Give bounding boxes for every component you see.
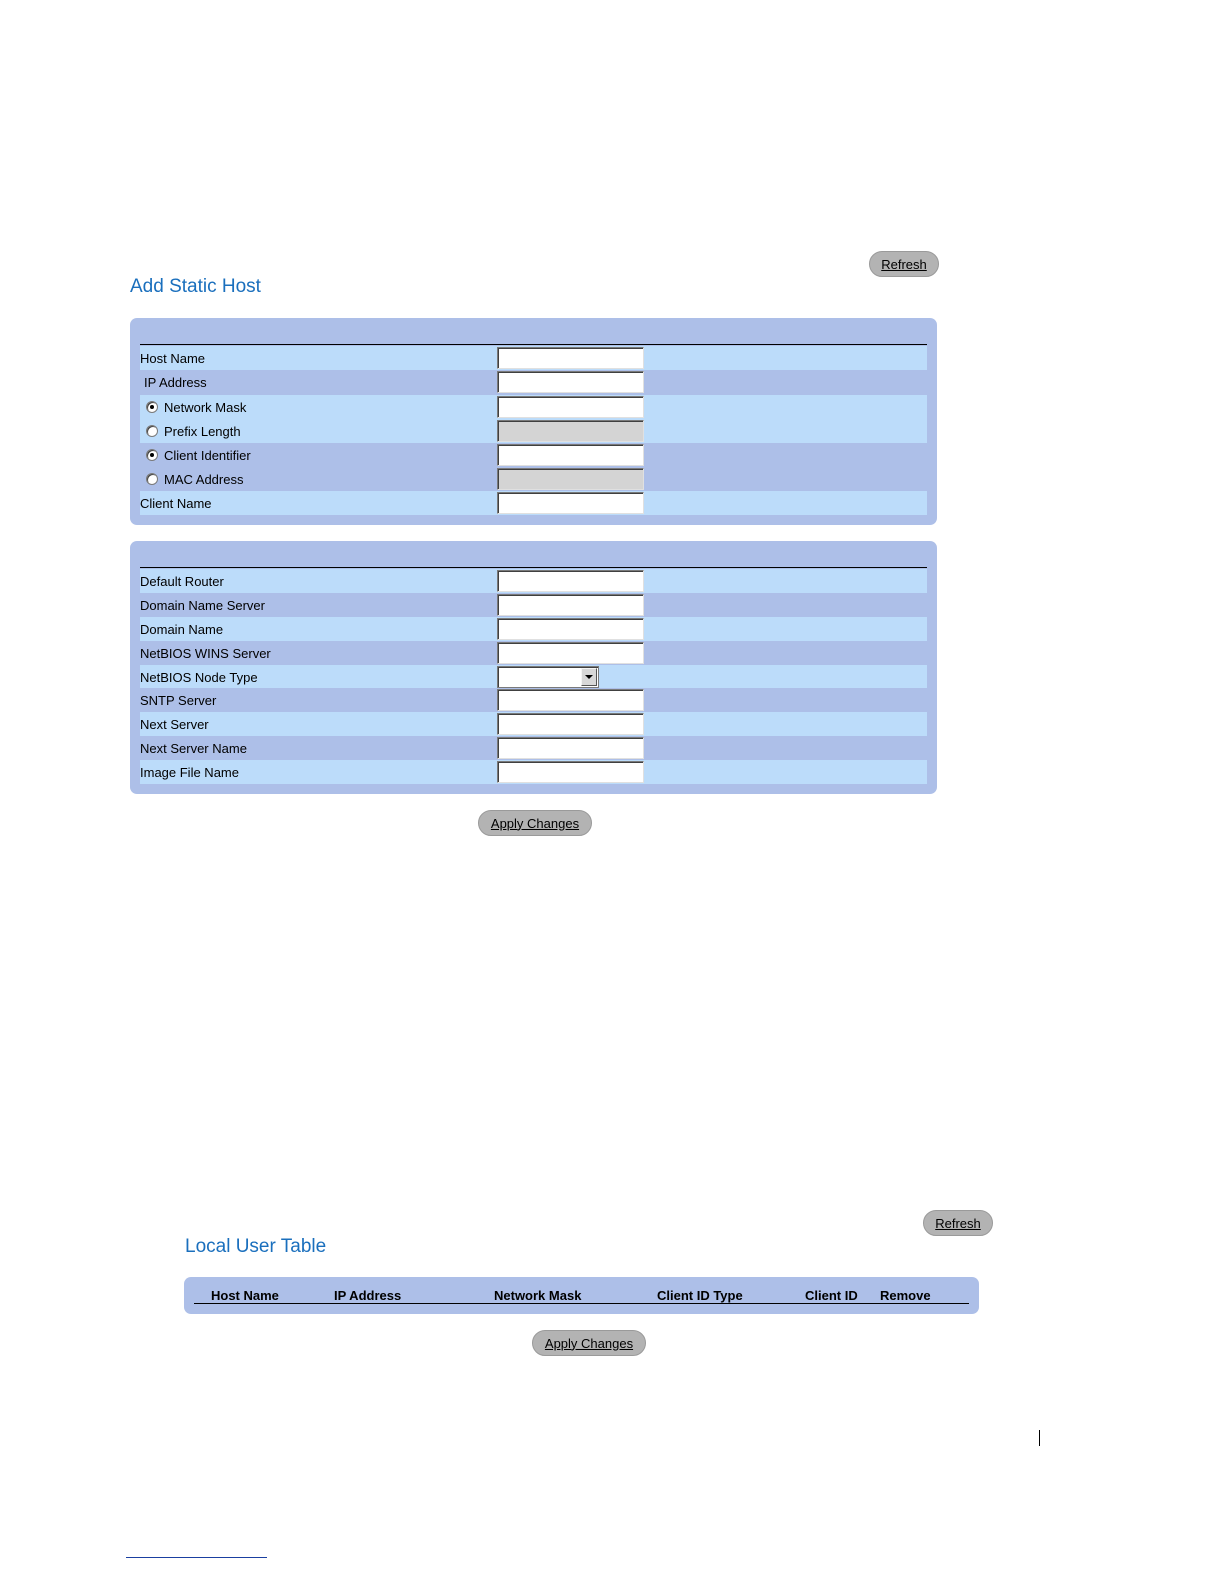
netbios-node-type-label: NetBIOS Node Type [140, 670, 258, 685]
apply-changes-button[interactable]: Apply Changes [478, 810, 592, 836]
sntp-server-row [140, 688, 927, 712]
domain-name-input[interactable] [497, 618, 644, 640]
dropdown-arrow-icon[interactable] [581, 668, 597, 686]
footnote-rule [126, 1557, 267, 1558]
image-file-name-row [140, 760, 927, 784]
column-header-client-id: Client ID [805, 1288, 858, 1303]
mac-address-row [140, 467, 927, 491]
network-mask-row [140, 395, 927, 419]
domain-name-server-input[interactable] [497, 594, 644, 616]
client-name-input[interactable] [497, 492, 644, 514]
prefix-length-radio[interactable] [146, 425, 158, 437]
sntp-server-label: SNTP Server [140, 693, 217, 708]
netbios-node-type-select[interactable] [497, 666, 599, 688]
table-apply-changes-button[interactable]: Apply Changes [532, 1330, 646, 1356]
domain-name-label: Domain Name [140, 622, 224, 637]
mac-address-input [497, 468, 644, 490]
default-router-label: Default Router [140, 574, 224, 589]
next-server-row [140, 712, 927, 736]
default-router-input[interactable] [497, 570, 644, 592]
ip-address-input[interactable] [497, 371, 644, 393]
network-mask-input[interactable] [497, 396, 644, 418]
ip-address-label: IP Address [144, 375, 207, 390]
netbios-wins-server-label: NetBIOS WINS Server [140, 646, 271, 661]
client-identifier-label: Client Identifier [164, 448, 251, 463]
column-header-remove: Remove [880, 1288, 931, 1303]
netbios-wins-server-row [140, 641, 927, 665]
host-name-label: Host Name [140, 351, 206, 366]
column-header-network-mask: Network Mask [494, 1288, 582, 1303]
image-file-name-input[interactable] [497, 761, 644, 783]
page-margin-mark [1039, 1430, 1040, 1446]
client-name-row [140, 491, 927, 515]
column-header-ip-address: IP Address [334, 1288, 402, 1303]
client-identifier-input[interactable] [497, 444, 644, 466]
netbios-node-type-row [140, 665, 927, 689]
sntp-server-input[interactable] [497, 689, 644, 711]
host-identity-panel [130, 318, 937, 525]
host-options-panel [130, 541, 937, 794]
prefix-length-row [140, 419, 927, 443]
network-mask-label: Network Mask [164, 400, 247, 415]
next-server-label: Next Server [140, 717, 209, 732]
panel-header-rule [140, 344, 927, 345]
column-header-host-name: Host Name [211, 1288, 279, 1303]
domain-name-server-label: Domain Name Server [140, 598, 265, 613]
table-header-rule [194, 1303, 969, 1304]
network-mask-radio[interactable] [146, 401, 158, 413]
table-refresh-button[interactable]: Refresh [923, 1210, 993, 1236]
client-name-label: Client Name [140, 496, 212, 511]
netbios-wins-server-input[interactable] [497, 642, 644, 664]
table-title: Local User Table [185, 1236, 327, 1257]
domain-name-server-row [140, 593, 927, 617]
ip-address-row [140, 370, 927, 394]
next-server-name-input[interactable] [497, 737, 644, 759]
client-identifier-row [140, 443, 927, 467]
client-identifier-radio[interactable] [146, 449, 158, 461]
mac-address-radio[interactable] [146, 473, 158, 485]
next-server-input[interactable] [497, 713, 644, 735]
prefix-length-input [497, 420, 644, 442]
default-router-row [140, 569, 927, 593]
domain-name-row [140, 617, 927, 641]
refresh-button[interactable]: Refresh [869, 251, 939, 277]
prefix-length-label: Prefix Length [164, 424, 241, 439]
column-header-client-id-type: Client ID Type [657, 1288, 743, 1303]
mac-address-label: MAC Address [164, 472, 244, 487]
host-name-row [140, 346, 927, 370]
next-server-name-row [140, 736, 927, 760]
panel-header-rule [140, 567, 927, 568]
image-file-name-label: Image File Name [140, 765, 239, 780]
next-server-name-label: Next Server Name [140, 741, 247, 756]
host-name-input[interactable] [497, 347, 644, 369]
local-user-table [184, 1277, 979, 1314]
page-title: Add Static Host [130, 276, 261, 297]
